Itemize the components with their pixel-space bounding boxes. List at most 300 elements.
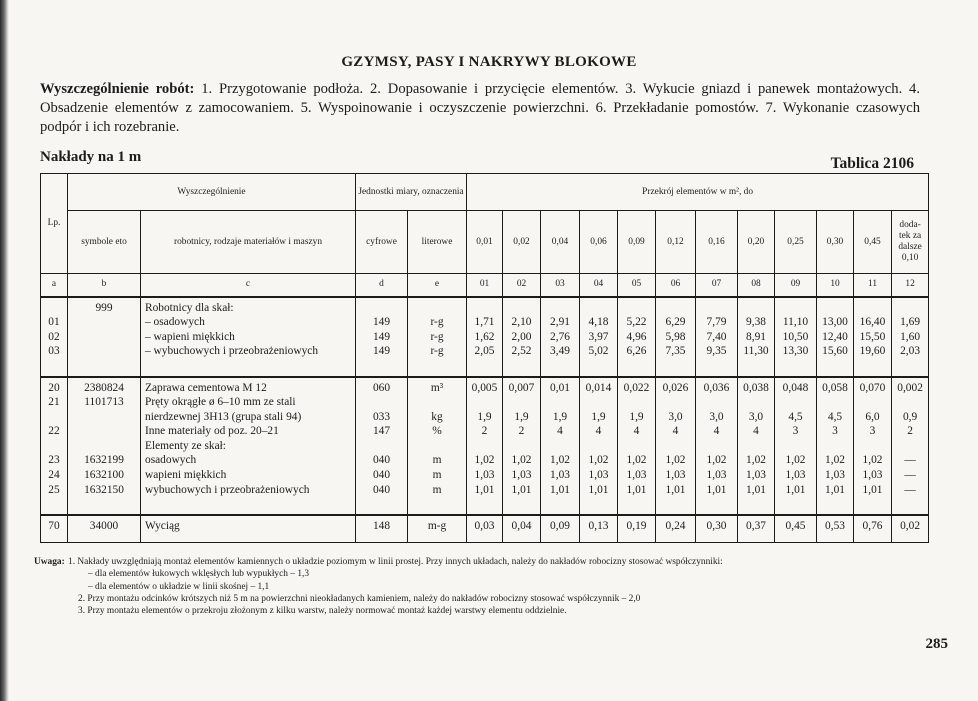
row-description: Wyciąg <box>145 519 180 532</box>
row-value: 2,10 <box>511 316 532 329</box>
row-value <box>620 439 653 454</box>
row-value: — <box>904 469 916 482</box>
row-value: 4 <box>557 425 563 438</box>
note-line: – dla elementów łukowych wklęsłych lub wypukłych – 1,3 <box>88 569 310 580</box>
row-value: 1,02 <box>746 454 766 467</box>
note-line: 3. Przy montażu elementów o przekroju złożonym z kilku warstw, należy normować montaż każdej warstwy elementu oddzielnie. <box>78 606 567 617</box>
row-lp-cell <box>41 297 68 377</box>
row-value: 1,9 <box>514 410 529 423</box>
row-letter-unit-cell <box>408 377 467 515</box>
row-numeric-unit <box>358 395 405 410</box>
column-number: 01 <box>467 274 503 297</box>
column-number: 04 <box>580 274 618 297</box>
row-lp: 03 <box>48 345 60 358</box>
row-value: 3,0 <box>709 410 724 423</box>
row-value: 0,37 <box>746 519 766 532</box>
column-number: 10 <box>817 274 854 297</box>
row-numeric-unit: 149 <box>372 316 391 329</box>
row-value: 0,002 <box>897 381 923 394</box>
row-value: 0,070 <box>859 381 886 394</box>
row-lp-cell <box>41 515 68 543</box>
row-symbol: 999 <box>95 301 113 314</box>
row-value: 1,01 <box>550 483 570 496</box>
row-value <box>777 439 814 454</box>
row-value-cell <box>541 297 580 377</box>
row-value: 2,05 <box>474 345 495 358</box>
row-value: 1,03 <box>474 469 495 482</box>
row-value <box>505 395 538 410</box>
row-value: 1,03 <box>862 469 883 482</box>
column-number: 05 <box>618 274 656 297</box>
column-number: 08 <box>738 274 775 297</box>
row-lp: 21 <box>48 396 60 409</box>
row-value: 1,02 <box>588 454 609 467</box>
row-symbol-cell <box>68 377 141 515</box>
row-description: – wybuchowych i przeobrażeniowych <box>145 345 319 358</box>
row-value-cell <box>817 297 854 377</box>
row-value-cell <box>854 297 892 377</box>
row-description: – wapieni miękkich <box>145 330 235 343</box>
row-value: 0,02 <box>900 519 921 532</box>
row-value-cell <box>696 297 738 377</box>
row-value-cell <box>738 377 775 515</box>
row-description: nierdzewnej 3H13 (grupa stali 94) <box>145 410 302 423</box>
row-value: 1,02 <box>665 454 686 467</box>
page-number: 285 <box>925 636 948 652</box>
row-symbol: 1632100 <box>84 469 124 482</box>
row-value: 3 <box>832 425 838 438</box>
row-value: 13,30 <box>782 345 809 358</box>
row-value: 1,02 <box>862 454 883 467</box>
row-value: 0,09 <box>550 519 570 532</box>
row-lp: 20 <box>48 381 60 394</box>
row-description-cell <box>141 377 356 515</box>
row-value <box>658 439 693 454</box>
row-value: 5,02 <box>588 345 609 358</box>
notes-label: Uwaga: <box>34 557 65 567</box>
row-lp: 24 <box>48 469 60 482</box>
row-value: 0,9 <box>902 410 918 423</box>
column-number: 12 <box>892 274 929 297</box>
row-value: 1,03 <box>785 469 806 482</box>
row-value: 4,18 <box>588 316 609 329</box>
row-letter-unit: m-g <box>427 519 447 532</box>
row-value: 5,98 <box>665 330 686 343</box>
row-description: Elementy ze skał: <box>145 439 226 452</box>
row-value: 1,69 <box>900 316 921 329</box>
row-value-cell <box>503 377 541 515</box>
header-units: Jednostki miary, oznaczenia <box>356 174 467 211</box>
column-letter: d <box>356 274 408 297</box>
header-letter-code: literowe <box>408 211 467 274</box>
note-line: 2. Przy montażu odcinków krótszych niż 5 m na powierzchni nieokładanych kamieniem, należy do nakładów robocizny stosować współczynnik – 2,0 <box>78 593 641 604</box>
row-value: 1,01 <box>511 483 532 496</box>
row-value: 0,058 <box>822 381 848 394</box>
note-line <box>34 556 914 568</box>
row-value: 2,00 <box>511 330 532 343</box>
row-value: 1,02 <box>626 454 647 467</box>
header-size-5: 0,09 <box>618 211 656 274</box>
row-value-cell <box>656 297 696 377</box>
row-value: 7,79 <box>706 316 727 329</box>
row-numeric-unit: 149 <box>372 345 391 358</box>
header-cross-section: Przekrój elementów w m², do <box>467 174 929 211</box>
row-value: 0,19 <box>626 519 647 532</box>
row-letter-unit: m <box>432 483 442 496</box>
row-value-cell <box>738 297 775 377</box>
row-symbol <box>70 315 138 330</box>
row-value <box>819 301 851 316</box>
row-letter-unit: m <box>432 454 442 467</box>
row-value-cell <box>618 377 656 515</box>
header-size-3: 0,04 <box>541 211 580 274</box>
header-size-12: doda-tek za dalsze 0,10 <box>892 211 929 274</box>
table-row-group <box>41 515 929 543</box>
column-letter: e <box>408 274 467 297</box>
row-value-cell <box>775 297 817 377</box>
row-value: 8,91 <box>746 330 766 343</box>
row-value-cell <box>817 515 854 543</box>
row-value-cell <box>541 515 580 543</box>
row-numeric-unit-cell <box>356 297 408 377</box>
row-value-cell <box>738 515 775 543</box>
row-letter-unit <box>410 301 464 316</box>
row-value <box>894 395 926 410</box>
row-value-cell <box>775 515 817 543</box>
row-value <box>856 395 889 410</box>
row-description: Inne materiały od poz. 20–21 <box>145 425 279 438</box>
row-value: 6,0 <box>865 410 880 423</box>
column-letter: c <box>141 274 356 297</box>
row-value: 1,01 <box>474 483 495 496</box>
row-value: 3,0 <box>748 410 764 423</box>
row-value: 0,014 <box>585 381 612 394</box>
row-description: Pręty okrągłe ø 6–10 mm ze stali <box>145 396 296 409</box>
row-value: 2,03 <box>900 345 921 358</box>
row-symbol <box>70 344 138 359</box>
row-value-cell <box>854 515 892 543</box>
row-value: 2 <box>481 425 488 438</box>
row-value: 15,50 <box>859 330 886 343</box>
row-letter-unit <box>410 395 464 410</box>
row-value: 13,00 <box>822 316 848 329</box>
row-lp <box>43 439 65 454</box>
row-value: 1,60 <box>900 330 921 343</box>
row-value: 1,03 <box>588 469 609 482</box>
row-value: 12,40 <box>822 330 848 343</box>
column-number: 09 <box>775 274 817 297</box>
row-value: 0,76 <box>862 519 883 532</box>
header-size-6: 0,12 <box>656 211 696 274</box>
row-value-cell <box>618 515 656 543</box>
row-value: 1,03 <box>626 469 647 482</box>
row-description: Zaprawa cementowa M 12 <box>145 381 267 394</box>
row-value-cell <box>892 377 929 515</box>
row-description: – osadowych <box>145 316 205 329</box>
row-value: 4 <box>753 425 759 438</box>
row-value: 1,9 <box>552 410 568 423</box>
row-value-cell <box>618 297 656 377</box>
row-value: 1,71 <box>474 316 495 329</box>
row-symbol: 1101713 <box>84 396 124 409</box>
works-text: 1. Przygotowanie podłoża. 2. Dopasowanie i przycięcie elementów. 3. Wykucie gniazd i panewek montażowych. 4. Obsadzenie elementów z zamocowaniem. 5. Wyspoinowanie i oczyszczenie powierzchni. 6. Przekładanie pomostów. 7. Wykonanie czasowych podpór i ich rozebranie. <box>40 81 920 135</box>
header-description: Wyszczególnienie <box>68 174 356 211</box>
row-symbol: 1632199 <box>84 454 124 467</box>
row-value-cell <box>541 377 580 515</box>
expenditure-caption: Nakłady na 1 m <box>40 149 142 165</box>
row-symbol: 2380824 <box>84 381 124 394</box>
row-value <box>740 301 772 316</box>
column-number: 11 <box>854 274 892 297</box>
header-size-10: 0,30 <box>817 211 854 274</box>
row-value: 5,22 <box>626 316 647 329</box>
page-binding-edge <box>0 0 9 701</box>
row-value: 9,35 <box>706 345 727 358</box>
row-value <box>894 439 926 454</box>
row-value <box>543 439 577 454</box>
row-value: 2,91 <box>550 316 570 329</box>
row-value: 2 <box>518 425 525 438</box>
row-value-cell <box>696 377 738 515</box>
row-letter-unit <box>410 439 464 454</box>
row-lp: 02 <box>48 330 60 343</box>
row-value: 3 <box>869 425 876 438</box>
row-value-cell <box>503 297 541 377</box>
row-value: 1,03 <box>706 469 727 482</box>
row-value-cell <box>892 515 929 543</box>
row-value: 1,02 <box>825 454 845 467</box>
row-value-cell <box>892 297 929 377</box>
row-value <box>698 395 735 410</box>
row-value <box>620 395 653 410</box>
row-letter-unit: r-g <box>430 316 444 329</box>
row-symbol-cell <box>68 297 141 377</box>
row-value: 1,03 <box>825 469 845 482</box>
row-numeric-unit: 033 <box>372 410 391 423</box>
row-value: 1,02 <box>785 454 806 467</box>
notes-section <box>34 556 914 617</box>
row-value: 0,007 <box>508 381 535 394</box>
row-symbol <box>70 424 138 439</box>
row-symbol <box>70 410 138 425</box>
row-numeric-unit: 149 <box>372 330 391 343</box>
row-value <box>894 301 926 316</box>
row-value: 3,0 <box>668 410 683 423</box>
row-value-cell <box>817 377 854 515</box>
note-text: 1. Nakłady uwzględniają montaż elementów kamiennych o układzie poziomym w linii prostej. Przy innych układach, należy do nakładów robocizny stosować współczynniki: <box>68 557 723 567</box>
row-value: 0,24 <box>665 519 686 532</box>
row-letter-unit: r-g <box>430 345 444 358</box>
row-numeric-unit: 040 <box>372 454 391 467</box>
row-value: 15,60 <box>822 345 848 358</box>
row-value <box>819 395 851 410</box>
row-value <box>582 439 615 454</box>
row-description-cell <box>141 515 356 543</box>
row-description-cell <box>141 297 356 377</box>
row-value: 4 <box>672 425 679 438</box>
row-numeric-unit <box>358 301 405 316</box>
note-line: – dla elementów o układzie w linii skośnej – 1,1 <box>88 581 270 592</box>
row-value-cell <box>656 377 696 515</box>
row-value: 4,5 <box>827 410 843 423</box>
header-size-11: 0,45 <box>854 211 892 274</box>
row-value: 1,01 <box>626 483 647 496</box>
row-value-cell <box>580 297 618 377</box>
row-value <box>469 301 500 316</box>
row-numeric-unit: 148 <box>372 519 391 532</box>
row-value: 0,01 <box>550 381 570 394</box>
row-letter-unit-cell <box>408 297 467 377</box>
row-value <box>543 301 577 316</box>
row-value: 3,49 <box>550 345 570 358</box>
row-letter-unit: m³ <box>430 381 444 394</box>
row-value: 0,30 <box>706 519 727 532</box>
norms-table <box>40 173 929 543</box>
header-size-9: 0,25 <box>775 211 817 274</box>
row-value: 0,022 <box>623 381 650 394</box>
row-symbol: 34000 <box>89 519 119 532</box>
row-value: 2,76 <box>550 330 570 343</box>
row-value-cell <box>467 515 503 543</box>
row-value <box>856 439 889 454</box>
row-value: 1,03 <box>665 469 686 482</box>
row-value <box>819 439 851 454</box>
column-number: 02 <box>503 274 541 297</box>
row-symbol <box>70 330 138 345</box>
row-description: Robotnicy dla skał: <box>145 301 234 314</box>
header-size-8: 0,20 <box>738 211 775 274</box>
row-numeric-unit-cell <box>356 515 408 543</box>
row-numeric-unit-cell <box>356 377 408 515</box>
row-description: wapieni miękkich <box>145 469 227 482</box>
header-size-2: 0,02 <box>503 211 541 274</box>
row-value-cell <box>656 515 696 543</box>
row-value: 1,02 <box>474 454 495 467</box>
row-value: 6,29 <box>665 316 686 329</box>
row-value: 1,01 <box>665 483 686 496</box>
row-value-cell <box>580 377 618 515</box>
column-number: 03 <box>541 274 580 297</box>
row-value: 0,45 <box>785 519 806 532</box>
header-size-4: 0,06 <box>580 211 618 274</box>
row-value: 0,13 <box>588 519 609 532</box>
row-value: 11,30 <box>743 345 769 358</box>
row-value: 19,60 <box>859 345 886 358</box>
row-numeric-unit: 060 <box>372 381 391 394</box>
row-letter-unit: kg <box>431 410 443 423</box>
row-value: 1,01 <box>588 483 609 496</box>
row-value: — <box>904 454 916 467</box>
row-value: 1,02 <box>706 454 727 467</box>
row-lp: 22 <box>48 425 60 438</box>
row-lp-cell <box>41 377 68 515</box>
row-description: wybuchowych i przeobrażeniowych <box>145 483 310 496</box>
row-value <box>582 395 615 410</box>
row-value: 1,01 <box>785 483 806 496</box>
row-lp: 01 <box>48 316 60 329</box>
row-value: 3 <box>792 425 799 438</box>
row-numeric-unit <box>358 439 405 454</box>
row-value <box>658 395 693 410</box>
table-number: Tablica 2106 <box>830 155 914 172</box>
column-letter: a <box>41 274 68 297</box>
row-value: 1,01 <box>825 483 845 496</box>
row-value <box>620 301 653 316</box>
row-value <box>582 301 615 316</box>
row-value-cell <box>467 377 503 515</box>
row-symbol <box>70 439 138 454</box>
page-title: GZYMSY, PASY I NAKRYWY BLOKOWE <box>341 54 637 70</box>
row-value: 7,40 <box>706 330 727 343</box>
row-value: 6,26 <box>626 345 647 358</box>
row-value: 1,02 <box>550 454 570 467</box>
column-number: 06 <box>656 274 696 297</box>
row-value <box>740 439 772 454</box>
row-letter-unit-cell <box>408 515 467 543</box>
row-value: 1,9 <box>629 410 644 423</box>
row-value: 11,10 <box>782 316 809 329</box>
row-value: 0,04 <box>511 519 532 532</box>
row-value: 1,03 <box>511 469 532 482</box>
row-value: 1,01 <box>862 483 883 496</box>
works-description <box>40 80 920 137</box>
row-value: 4 <box>713 425 720 438</box>
row-value: 1,9 <box>477 410 492 423</box>
row-value <box>505 301 538 316</box>
row-value-cell <box>503 515 541 543</box>
row-value: — <box>904 483 916 496</box>
row-value <box>740 395 772 410</box>
row-numeric-unit: 040 <box>372 469 391 482</box>
row-value: 0,038 <box>743 381 769 394</box>
row-value: 1,01 <box>706 483 727 496</box>
row-value <box>505 439 538 454</box>
row-value: 4 <box>595 425 602 438</box>
row-value: 0,026 <box>662 381 689 394</box>
row-value: 1,9 <box>591 410 606 423</box>
row-lp: 25 <box>48 483 60 496</box>
row-value: 4,96 <box>626 330 647 343</box>
row-value: 7,35 <box>665 345 686 358</box>
column-letter: b <box>68 274 141 297</box>
row-value: 0,036 <box>703 381 730 394</box>
row-value <box>698 301 735 316</box>
row-value: 1,03 <box>550 469 570 482</box>
row-value-cell <box>854 377 892 515</box>
row-letter-unit: m <box>432 469 442 482</box>
row-value <box>698 439 735 454</box>
row-value-cell <box>696 515 738 543</box>
column-number: 07 <box>696 274 738 297</box>
row-lp <box>43 410 65 425</box>
table-row-group <box>41 297 929 377</box>
row-letter-unit: r-g <box>430 330 444 343</box>
row-value: 1,62 <box>474 330 495 343</box>
row-value: 0,048 <box>782 381 809 394</box>
table-row-group <box>41 377 929 515</box>
row-value: 2,52 <box>511 345 532 358</box>
row-value: 1,03 <box>746 469 766 482</box>
row-value-cell <box>775 377 817 515</box>
header-numeric-code: cyfrowe <box>356 211 408 274</box>
row-symbol: 1632150 <box>84 483 124 496</box>
row-value <box>469 395 500 410</box>
header-labour-materials: robotnicy, rodzaje materiałów i maszyn <box>141 211 356 274</box>
works-label: Wyszczególnienie robót: <box>40 81 195 97</box>
header-size-7: 0,16 <box>696 211 738 274</box>
row-value <box>543 395 577 410</box>
row-value: 4 <box>633 425 640 438</box>
